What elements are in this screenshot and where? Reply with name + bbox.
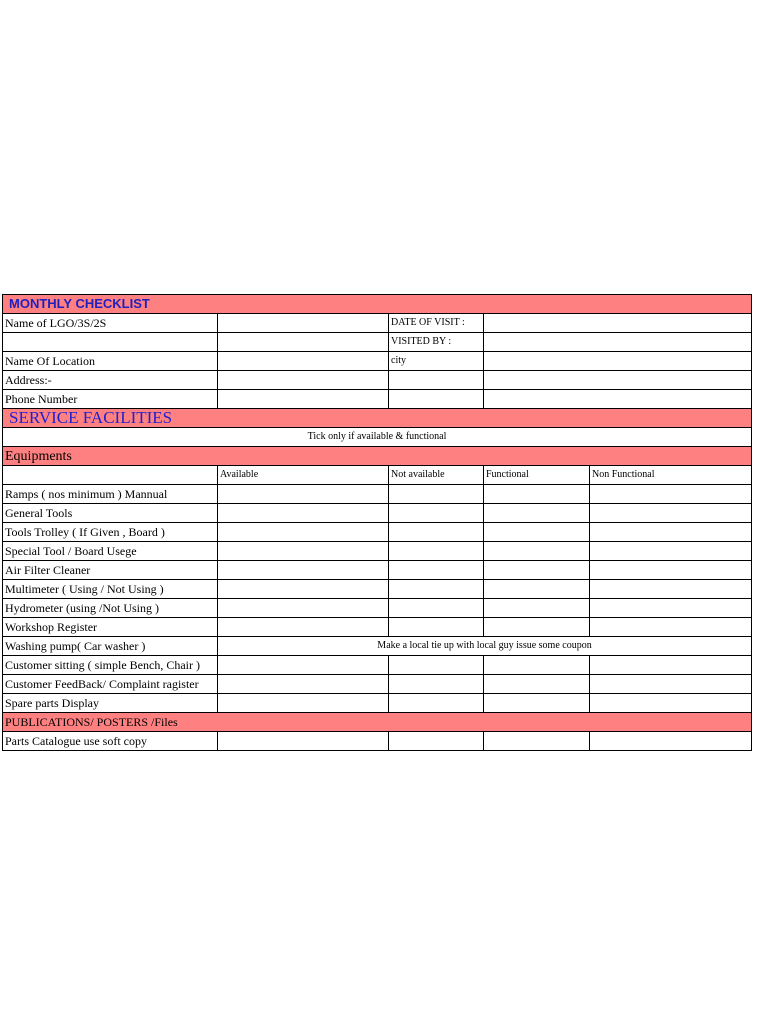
info-row-location — [3, 352, 752, 371]
info-label: VISITED BY : — [389, 333, 484, 352]
not-available-cell[interactable] — [389, 561, 484, 580]
non-functional-cell[interactable] — [590, 561, 752, 580]
instruction-text: Tick only if available & functional — [3, 428, 752, 447]
available-cell[interactable] — [218, 542, 389, 561]
non-functional-cell[interactable] — [590, 732, 752, 751]
washing-note: Make a local tie up with local guy issue some coupon — [218, 637, 752, 656]
equipment-row — [3, 561, 752, 580]
not-available-cell[interactable] — [389, 656, 484, 675]
non-functional-cell[interactable] — [590, 542, 752, 561]
equipment-label: Tools Trolley ( If Given , Board ) — [3, 523, 218, 542]
not-available-cell[interactable] — [389, 618, 484, 637]
available-cell[interactable] — [218, 732, 389, 751]
equipment-label: Spare parts Display — [3, 694, 218, 713]
page-title: MONTHLY CHECKLIST — [9, 296, 150, 311]
equipment-label: Ramps ( nos minimum ) Mannual — [3, 485, 218, 504]
not-available-cell[interactable] — [389, 599, 484, 618]
equipment-row — [3, 580, 752, 599]
equipment-row — [3, 656, 752, 675]
non-functional-cell[interactable] — [590, 523, 752, 542]
functional-cell[interactable] — [484, 485, 590, 504]
section-title: SERVICE FACILITIES — [9, 408, 173, 427]
non-functional-cell[interactable] — [590, 599, 752, 618]
info-label — [389, 390, 484, 409]
equipment-row — [3, 675, 752, 694]
functional-cell[interactable] — [484, 504, 590, 523]
phone-field-2[interactable] — [484, 390, 752, 409]
publications-row — [3, 713, 752, 732]
available-cell[interactable] — [218, 561, 389, 580]
info-label: city — [389, 352, 484, 371]
address-field[interactable] — [218, 371, 389, 390]
info-label: Address:- — [3, 371, 218, 390]
publications-title: PUBLICATIONS/ POSTERS /Files — [5, 715, 178, 729]
available-cell[interactable] — [218, 523, 389, 542]
equipment-row — [3, 542, 752, 561]
functional-cell[interactable] — [484, 694, 590, 713]
equipments-title: Equipments — [5, 448, 72, 464]
column-header-available: Available — [218, 466, 389, 485]
equipment-label: Customer sitting ( simple Bench, Chair ) — [3, 656, 218, 675]
equipment-row-washing — [3, 637, 752, 656]
section-row — [3, 409, 752, 428]
equipment-label: Multimeter ( Using / Not Using ) — [3, 580, 218, 599]
not-available-cell[interactable] — [389, 675, 484, 694]
available-cell[interactable] — [218, 694, 389, 713]
equipment-label: Air Filter Cleaner — [3, 561, 218, 580]
info-row-lgo — [3, 314, 752, 333]
info-label: Phone Number — [3, 390, 218, 409]
functional-cell[interactable] — [484, 656, 590, 675]
not-available-cell[interactable] — [389, 694, 484, 713]
info-row-phone — [3, 390, 752, 409]
info-label — [3, 333, 218, 352]
non-functional-cell[interactable] — [590, 580, 752, 599]
info-label: Name of LGO/3S/2S — [3, 314, 218, 333]
equipment-row — [3, 599, 752, 618]
available-cell[interactable] — [218, 485, 389, 504]
non-functional-cell[interactable] — [590, 618, 752, 637]
equipment-label: Special Tool / Board Usege — [3, 542, 218, 561]
not-available-cell[interactable] — [389, 504, 484, 523]
equipment-label: Washing pump( Car washer ) — [3, 637, 218, 656]
available-cell[interactable] — [218, 675, 389, 694]
non-functional-cell[interactable] — [590, 504, 752, 523]
functional-cell[interactable] — [484, 675, 590, 694]
equipment-row — [3, 523, 752, 542]
equipment-label: General Tools — [3, 504, 218, 523]
city-field[interactable] — [484, 352, 752, 371]
column-header-non-functional: Non Functional — [590, 466, 752, 485]
functional-cell[interactable] — [484, 542, 590, 561]
available-cell[interactable] — [218, 618, 389, 637]
info-label — [389, 371, 484, 390]
column-header-not-available: Not available — [389, 466, 484, 485]
non-functional-cell[interactable] — [590, 694, 752, 713]
column-header-row — [3, 466, 752, 485]
not-available-cell[interactable] — [389, 732, 484, 751]
not-available-cell[interactable] — [389, 580, 484, 599]
functional-cell[interactable] — [484, 561, 590, 580]
available-cell[interactable] — [218, 599, 389, 618]
info-label: Name Of Location — [3, 352, 218, 371]
visited-by-field[interactable] — [484, 333, 752, 352]
instruction-row — [3, 428, 752, 447]
available-cell[interactable] — [218, 504, 389, 523]
non-functional-cell[interactable] — [590, 656, 752, 675]
equipment-label: Customer FeedBack/ Complaint ragister — [3, 675, 218, 694]
functional-cell[interactable] — [484, 580, 590, 599]
available-cell[interactable] — [218, 580, 389, 599]
info-row-address — [3, 371, 752, 390]
non-functional-cell[interactable] — [590, 485, 752, 504]
not-available-cell[interactable] — [389, 542, 484, 561]
title-row — [3, 295, 752, 314]
equipment-label: Hydrometer (using /Not Using ) — [3, 599, 218, 618]
equipment-label: Workshop Register — [3, 618, 218, 637]
functional-cell[interactable] — [484, 732, 590, 751]
available-cell[interactable] — [218, 656, 389, 675]
location-field[interactable] — [218, 352, 389, 371]
column-header-blank — [3, 466, 218, 485]
address-field-2[interactable] — [484, 371, 752, 390]
equipment-row — [3, 485, 752, 504]
info-row-visited-by — [3, 333, 752, 352]
publication-item-row — [3, 732, 752, 751]
phone-field[interactable] — [218, 390, 389, 409]
not-available-cell[interactable] — [389, 485, 484, 504]
equipments-row — [3, 447, 752, 466]
equipment-row — [3, 504, 752, 523]
functional-cell[interactable] — [484, 523, 590, 542]
monthly-checklist-table — [2, 294, 752, 751]
equipment-row — [3, 618, 752, 637]
lgo-name-field-2[interactable] — [218, 333, 389, 352]
functional-cell[interactable] — [484, 618, 590, 637]
lgo-name-field[interactable] — [218, 314, 389, 333]
equipment-row — [3, 694, 752, 713]
date-of-visit-field[interactable] — [484, 314, 752, 333]
info-label: DATE OF VISIT : — [389, 314, 484, 333]
not-available-cell[interactable] — [389, 523, 484, 542]
column-header-functional: Functional — [484, 466, 590, 485]
publication-label: Parts Catalogue use soft copy — [3, 732, 218, 751]
functional-cell[interactable] — [484, 599, 590, 618]
non-functional-cell[interactable] — [590, 675, 752, 694]
